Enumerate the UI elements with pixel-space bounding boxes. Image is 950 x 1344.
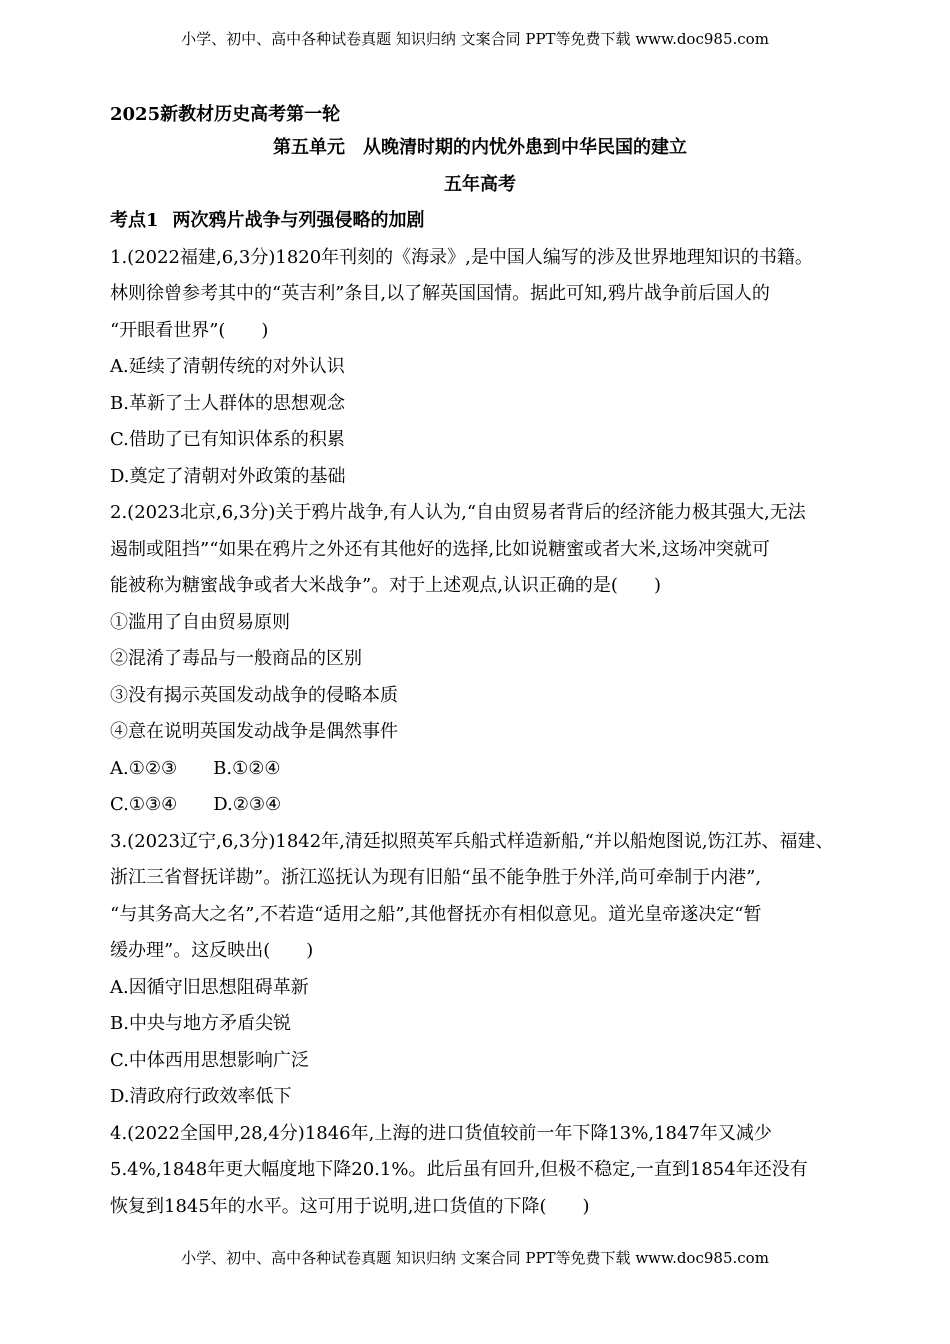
question-stem-line: 4.(2022全国甲,28,4分)1846年,上海的进口货值较前一年下降13%,1847年又减少	[110, 1122, 772, 1144]
question-stem-line: 林则徐曾参考其中的“英吉利”条目,以了解英国国情。据此可知,鸦片战争前后国人的	[110, 283, 770, 304]
question-2	[110, 495, 850, 824]
question-stem-line: 恢复到1845年的水平。这可用于说明,进口货值的下降( )	[110, 1195, 590, 1217]
question-4	[110, 1116, 850, 1226]
option-d: D.②③④	[213, 794, 282, 815]
option-b: B.革新了士人群体的思想观念	[110, 392, 345, 414]
unit-title: 第五单元 从晚清时期的内忧外患到中华民国的建立	[273, 137, 687, 158]
question-stem-line: 2.(2023北京,6,3分)关于鸦片战争,有人认为,“自由贸易者背后的经济能力极其强大,无法	[110, 502, 806, 523]
question-stem-line: 浙江三省督抚详勘”。浙江巡抚认为现有旧船“虽不能争胜于外洋,尚可牵制于内港”,	[110, 867, 762, 888]
kaodian-heading	[110, 203, 850, 240]
question-stem-line: 3.(2023辽宁,6,3分)1842年,清廷拟照英军兵船式样造新船,“并以船炮图说,饬江苏、福建、	[110, 830, 834, 852]
option-d: D.清政府行政效率低下	[110, 1086, 292, 1107]
page-header: 小学、初中、高中各种试卷真题 知识归纳 文案合同 PPT等免费下载 www.doc985.com	[181, 30, 769, 48]
statement-item: ④意在说明英国发动战争是偶然事件	[110, 721, 398, 742]
kaodian-label: 考点1	[110, 210, 159, 231]
question-3	[110, 824, 850, 1116]
option-a: A.①②③	[110, 757, 178, 779]
question-stem-line: 5.4%,1848年更大幅度地下降20.1%。此后虽有回升,但极不稳定,一直到1854年还没有	[110, 1159, 808, 1180]
question-stem-line: 能被称为糖蜜战争或者大米战争”。对于上述观点,认识正确的是( )	[110, 575, 661, 596]
question-stem-line: 缓办理”。这反映出( )	[110, 940, 314, 961]
option-b: B.①②④	[213, 757, 281, 779]
option-c: C.①③④	[110, 794, 178, 815]
question-stem-line: 遏制或阻挡”“如果在鸦片之外还有其他好的选择,比如说糖蜜或者大米,这场冲突就可	[110, 538, 770, 560]
option-d: D.奠定了清朝对外政策的基础	[110, 465, 346, 487]
page-footer: 小学、初中、高中各种试卷真题 知识归纳 文案合同 PPT等免费下载 www.doc985.com	[181, 1249, 769, 1267]
option-a: A.延续了清朝传统的对外认识	[110, 356, 345, 377]
option-row	[110, 751, 850, 788]
option-c: C.中体西用思想影响广泛	[110, 1049, 309, 1071]
document-body	[110, 100, 850, 1225]
option-row	[110, 787, 850, 824]
kaodian-title: 两次鸦片战争与列强侵略的加剧	[172, 210, 425, 231]
section-title: 五年高考	[444, 173, 516, 195]
question-1	[110, 240, 850, 496]
option-a: A.因循守旧思想阻碍革新	[110, 976, 309, 998]
statement-item: ①滥用了自由贸易原则	[110, 611, 290, 633]
option-b: B.中央与地方矛盾尖锐	[110, 1013, 291, 1034]
option-c: C.借助了已有知识体系的积累	[110, 429, 345, 450]
top-title: 2025新教材历史高考第一轮	[110, 104, 341, 125]
statement-item: ②混淆了毒品与一般商品的区别	[110, 648, 362, 669]
question-stem-line: “与其务高大之名”,不若造“适用之船”,其他督抚亦有相似意见。道光皇帝遂决定“暂	[110, 903, 762, 925]
statement-item: ③没有揭示英国发动战争的侵略本质	[110, 684, 398, 706]
question-stem-line: “开眼看世界”( )	[110, 319, 269, 341]
question-stem-line: 1.(2022福建,6,3分)1820年刊刻的《海录》,是中国人编写的涉及世界地理知识的书籍。	[110, 246, 813, 268]
